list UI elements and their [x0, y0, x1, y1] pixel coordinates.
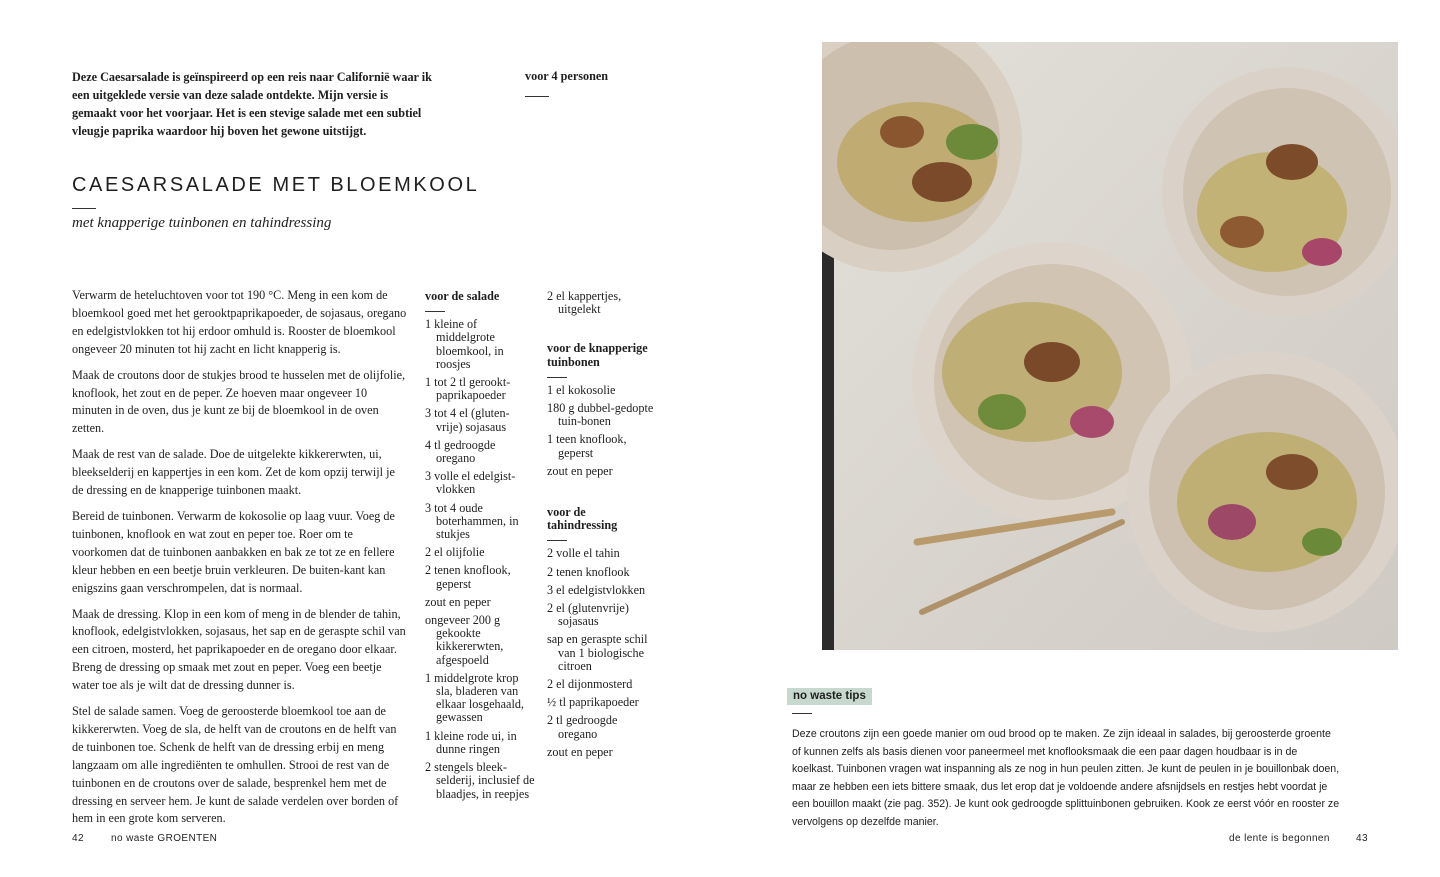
- ingredient-item: 2 el dijonmosterd: [547, 677, 633, 692]
- divider: [425, 311, 445, 312]
- salad-plates-illustration: [822, 42, 1398, 650]
- ingredient-item: 3 tot 4 oude boterhammen, in stukjes: [425, 500, 519, 542]
- book-title-footer: no waste GROENTEN: [111, 833, 218, 844]
- ingredients-column-2: [547, 290, 657, 764]
- ingredient-item: 1 tot 2 tl gerookt-paprikapoeder: [425, 375, 511, 403]
- recipe-subtitle: met knapperige tuinbonen en tahindressing: [72, 215, 332, 231]
- method-step: Maak de croutons door de stukjes brood te husselen met de olijfolie, knoflook, het zout en de peper. Ze hoeven maar ongeveer 10 minuten in de oven, dus je kunt ze bij de bloemkool in de oven zetten.: [72, 367, 406, 436]
- ingredient-item: 3 el edelgistvlokken: [547, 582, 646, 597]
- ingredients-heading: voor de salade: [425, 289, 500, 303]
- divider: [792, 713, 812, 714]
- ingredient-item: 2 tl gedroogde oregano: [547, 713, 618, 741]
- ingredient-item: 1 el kokosolie: [547, 382, 616, 397]
- ingredient-item: 2 stengels bleek-selderij, inclusief de blaadjes, in reepjes: [425, 760, 535, 801]
- ingredient-item: sap en geraspte schil van 1 biologische citroen: [547, 632, 648, 673]
- ingredient-item: 1 kleine rode ui, in dunne ringen: [425, 728, 517, 756]
- ingredient-item: 180 g dubbel-gedopte tuin-bonen: [547, 401, 654, 429]
- chapter-title-footer: de lente is begonnen: [1229, 833, 1330, 844]
- ingredient-item: 3 tot 4 el (gluten-vrije) sojasaus: [425, 406, 510, 434]
- ingredient-item: 2 el olijfolie: [425, 545, 485, 560]
- salad-photo: [822, 42, 1398, 650]
- tips-paragraph: Deze croutons zijn een goede manier om oud brood op te maken. Ze zijn ideaal in salades, bij geroosterde groente of kunnen zelfs als basis dienen voor paneermeel met knoflooksmaak die een paar dagen houdbaar is in de koelkast. Tuinbonen vragen wat inspanning als ze nog in hun peulen zitten. Je kunt de peulen in je bouillonbak doen, maar ze hebben een iets bittere smaak, dus let erop dat je voldoende andere afsnijdsels en restjes hebt voordat je een bouillon maakt (zie pag. 352). Je kunt ook gedroogde splittuinbonen gebruiken. Kook ze eerst vóór en rooster ze vervolgens op dezelfde manier.: [792, 728, 1340, 828]
- servings-label: voor 4 personen: [525, 69, 609, 83]
- divider: [72, 208, 96, 209]
- method-step: Maak de dressing. Klop in een kom of meng in de blender de tahin, knoflook, edelgistvlokken, sojasaus, het sap en de geraspte schil van een citroen, mosterd, het paprikapoeder en de oregano door elkaar. Breng de dressing op smaak met zout en peper. Voeg een beetje water toe als je wilt dat de dressing dunner is.: [72, 606, 406, 693]
- ingredient-item: zout en peper: [547, 463, 613, 478]
- ingredients-heading: voor de tahindressing: [547, 505, 618, 533]
- method-step: Maak de rest van de salade. Doe de uitgelekte kikkererwten, ui, bleekselderij en kappertjes in een kom. Zet de kom opzij terwijl je de dressing en de knapperige tuinbonen maakt.: [72, 447, 395, 498]
- ingredient-item: 2 volle el tahin: [547, 546, 620, 561]
- page-number-left: 42: [72, 833, 84, 844]
- ingredients-column-1: [425, 290, 535, 806]
- ingredient-item: 2 el (glutenvrije) sojasaus: [547, 601, 629, 629]
- method-step: Stel de salade samen. Voeg de geroosterde bloemkool toe aan de kikkererwten. Voeg de sla, de helft van de croutons en de helft van de tuinbonen toe. Schenk de helft van de dressing erbij en meng langzaam om alle ingrediënten te omhullen. Strooi de rest van de tuinbonen en de croutons over de salade, besprenkel hem met de dressing en serveer hem. Je kunt de salade verdelen over borden of hem in een grote kom serveren.: [72, 704, 399, 826]
- no-waste-tips-badge: no waste tips: [787, 688, 872, 705]
- ingredient-item: 2 el kappertjes, uitgelekt: [547, 289, 622, 317]
- recipe-title: CAESARSALADE MET BLOEMKOOL: [72, 174, 480, 196]
- ingredient-item: 1 middelgrote krop sla, bladeren van elkaar losgehaald, gewassen: [425, 670, 524, 725]
- ingredient-item: 1 kleine of middelgrote bloemkool, in roosjes: [425, 317, 504, 371]
- intro-paragraph: Deze Caesarsalade is geïnspireerd op een reis naar Californië waar ik een uitgeklede versie van deze salade ontdekte. Mijn versie is gemaakt voor het voorjaar. Het is een stevige salade met een subtiel vleugje paprika waardoor hij boven het gewone uitstijgt.: [72, 70, 432, 138]
- ingredient-item: zout en peper: [547, 744, 613, 759]
- ingredient-item: 3 volle el edelgist-vlokken: [425, 469, 516, 497]
- ingredient-item: 1 teen knoflook, geperst: [547, 432, 627, 460]
- divider: [547, 377, 567, 378]
- ingredients-heading: voor de knapperige tuinbonen: [547, 341, 648, 369]
- ingredient-item: 2 tenen knoflook, geperst: [425, 563, 511, 591]
- ingredient-item: ½ tl paprikapoeder: [547, 695, 639, 710]
- method-step: Verwarm de heteluchtoven voor tot 190 °C. Meng in een kom de bloemkool goed met het gerooktpaprikapoeder, de sojasaus, oregano en edelgistvlokken tot hij erdoor omhuld is. Rooster de bloemkool ongeveer 20 minuten tot hij zacht en licht knapperig is.: [72, 288, 407, 356]
- method-text: [72, 287, 408, 836]
- method-step: Bereid de tuinbonen. Verwarm de kokosolie op laag vuur. Voeg de tuinbonen, knoflook en wat zout en peper toe. Roer om te voorkomen dat de tuinbonen aanbakken en bak ze tot ze en fellere kleur hebben en een beetje bruin verkleuren. De buiten-kant kan enigszins gaan verschrompelen, dat is normaal.: [72, 508, 395, 595]
- ingredient-item: 2 tenen knoflook: [547, 564, 630, 579]
- ingredient-item: ongeveer 200 g gekookte kikkererwten, afgespoeld: [425, 613, 504, 667]
- page-number-right: 43: [1356, 833, 1368, 844]
- divider: [525, 96, 549, 97]
- divider: [547, 540, 567, 541]
- ingredient-item: 4 tl gedroogde oregano: [425, 437, 496, 466]
- ingredient-item: zout en peper: [425, 594, 491, 609]
